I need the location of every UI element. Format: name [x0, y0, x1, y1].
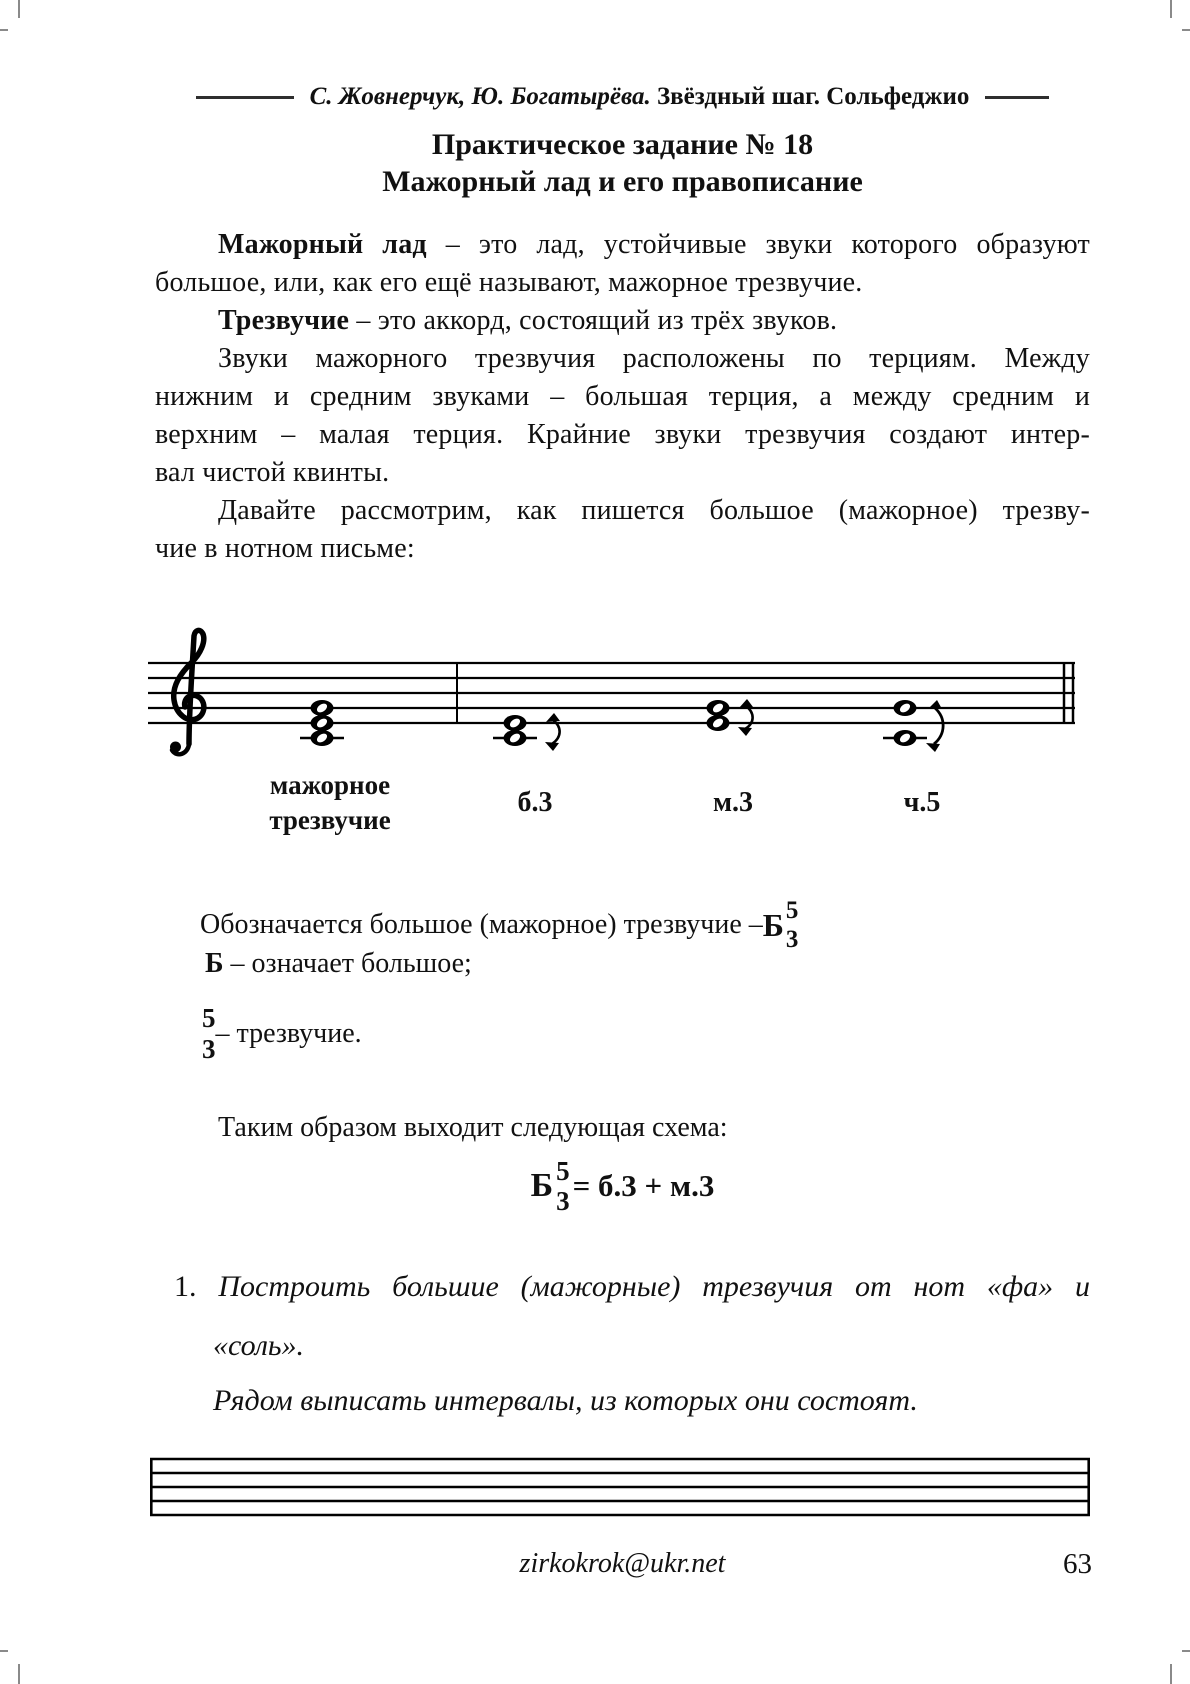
term-major-lad: Мажорный лад: [218, 229, 427, 260]
crop-mark-bottom-left-h: [0, 1650, 8, 1652]
chord-label: [230, 768, 430, 838]
paragraph-line: верхним – малая терция. Крайние звуки трезвучия создают интер-: [155, 419, 1090, 450]
figure-3: 3: [785, 926, 799, 953]
paragraph-text: – это аккорд, состоящий из трёх звуков.: [349, 305, 838, 336]
page-title: [155, 126, 1090, 200]
staff-lines: [148, 663, 1075, 723]
paragraph-text: – это лад, устойчивые звуки которого образуют: [426, 229, 1090, 260]
formula-figured-bass-stack: [556, 1156, 570, 1216]
paragraph-line: большое, или, как его ещё называют, мажорное трезвучие.: [155, 267, 863, 298]
crop-mark-bottom-right-v: [1170, 1664, 1172, 1684]
header-authors: С. Жовнерчук, Ю. Богатырёва.: [309, 83, 651, 110]
interval-label-b3: б.3: [517, 787, 553, 818]
crop-mark-top-right-h: [1182, 29, 1190, 31]
letter-meaning-line: [205, 948, 472, 980]
title-line-2: Мажорный лад и его правописание: [382, 165, 863, 198]
major-third-interval: [504, 713, 561, 751]
title-line-1: Практическое задание № 18: [431, 128, 814, 161]
scheme-intro: Таким образом выходит следующая схема:: [218, 1112, 728, 1143]
letter-b: Б: [205, 948, 224, 979]
empty-exercise-staff: [150, 1456, 1090, 1520]
major-triad-chord: [311, 700, 334, 746]
figured-bass-stack: [202, 1003, 216, 1065]
running-header: [155, 83, 1090, 111]
crop-mark-bottom-right-h: [1182, 1650, 1190, 1652]
designation-line: [200, 896, 798, 954]
term-trezvuchie: Трезвучие: [218, 305, 350, 336]
scheme-formula: [155, 1156, 1090, 1216]
designation-text: Обозначается большое (мажорное) трезвучие –: [200, 909, 763, 940]
chord-label-line2: трезвучие: [269, 805, 391, 835]
interval-arrow: [738, 699, 753, 736]
crop-mark-top-left-h: [0, 29, 8, 31]
figure-3: 3: [202, 1034, 216, 1064]
paragraph-line: вал чистой квинты.: [155, 457, 390, 488]
header-text: [310, 83, 970, 111]
page-number: 63: [1063, 1548, 1092, 1580]
paragraph-line: чие в нотном письме:: [155, 533, 415, 564]
figure-5: 5: [556, 1156, 570, 1186]
paragraph-line: Звуки мажорного трезвучия расположены по терциям. Между: [218, 343, 1090, 374]
crop-mark-top-left-v: [18, 0, 20, 18]
interval-arrow: [545, 713, 560, 751]
crop-mark-bottom-left-v: [18, 1664, 20, 1684]
figure-5: 5: [202, 1003, 216, 1033]
paragraph-line: [155, 302, 1090, 340]
formula-equation: = б.3 + м.3: [572, 1168, 715, 1203]
figures-meaning-text: – трезвучие.: [215, 1018, 362, 1049]
figures-meaning-line: [202, 1003, 362, 1065]
task-text: Построить большие (мажорные) трезвучия от нот «фа» и: [218, 1270, 1090, 1303]
figure-5: 5: [785, 897, 799, 924]
chord-symbol-letter: Б: [762, 906, 784, 943]
letter-meaning-text: – означает большое;: [223, 948, 472, 979]
interval-label-ch5: ч.5: [903, 787, 941, 818]
figure-3: 3: [556, 1186, 570, 1216]
header-rule-right: [985, 96, 1049, 99]
task-note: Рядом выписать интервалы, из которых они состоят.: [213, 1384, 918, 1417]
header-book-title: Звёздный шаг. Сольфеджио: [650, 83, 970, 110]
paragraph-line: [155, 226, 1090, 264]
staff-lines: [150, 1459, 1090, 1515]
paragraph-line: Давайте рассмотрим, как пишется большое (мажорное) трезву-: [218, 495, 1090, 526]
task-line-2: «соль».: [213, 1329, 305, 1362]
paragraph-line: нижним и средним звуками – большая терция, а между средним и: [155, 381, 1090, 412]
figured-bass-stack: [786, 896, 799, 954]
crop-mark-top-right-v: [1170, 0, 1172, 18]
interval-label-m3: м.3: [712, 787, 754, 818]
task-item-1: [174, 1270, 1090, 1363]
body-text: [155, 226, 1090, 568]
formula-letter: Б: [530, 1167, 554, 1204]
task-line-1: [174, 1270, 1090, 1310]
header-rule-left: [196, 96, 294, 99]
chord-label-line1: мажорное: [269, 770, 391, 800]
task-number: 1.: [174, 1270, 197, 1303]
footer-email: zirkokrok@ukr.net: [519, 1548, 726, 1579]
music-staff-example: [148, 600, 1080, 770]
minor-third-interval: [707, 699, 754, 736]
